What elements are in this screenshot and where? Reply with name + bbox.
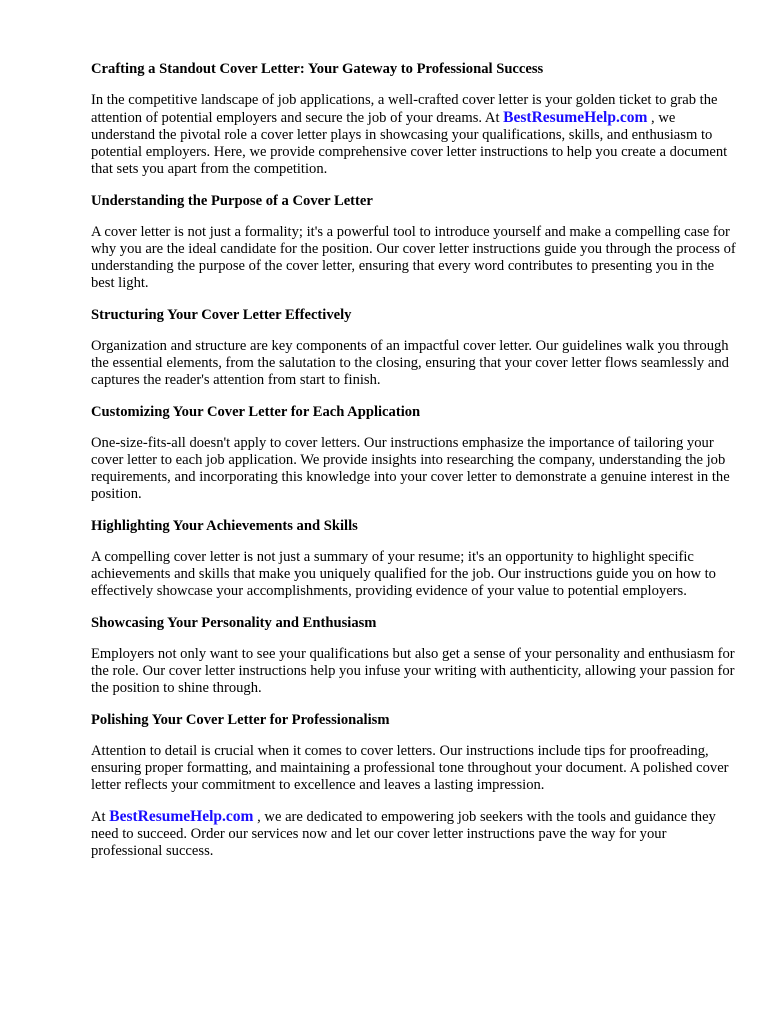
section-heading-customizing: Customizing Your Cover Letter for Each Application	[91, 404, 421, 420]
section-heading-polishing: Polishing Your Cover Letter for Professionalism	[91, 712, 390, 728]
closing-text-before: At	[91, 809, 110, 825]
closing-text-after: , we are dedicated to empowering job seekers with the tools and guidance they need to succeed. Order our services now and let our cover letter instructions pave the way for your professional success.	[91, 809, 716, 859]
document-title: Crafting a Standout Cover Letter: Your Gateway to Professional Success	[91, 61, 544, 77]
intro-text-before: In the competitive landscape of job applications, a well-crafted cover letter is your golden ticket to grab the attention of potential employers and secure the job of your dreams. At	[91, 92, 718, 126]
section-heading-personality: Showcasing Your Personality and Enthusiasm	[91, 615, 377, 631]
closing-paragraph	[91, 808, 739, 860]
section-heading-achievements: Highlighting Your Achievements and Skills	[91, 518, 358, 534]
bestresumehelp-link-closing[interactable]: BestResumeHelp.com	[109, 808, 254, 825]
section-heading-structure: Structuring Your Cover Letter Effectively	[91, 307, 352, 323]
section-paragraph-customizing: One-size-fits-all doesn't apply to cover letters. Our instructions emphasize the importance of tailoring your cover letter to each job application. We provide insights into researching the company, understanding the job requirements, and incorporating this knowledge into your cover letter to demonstrate a genuine interest in the position.	[91, 435, 730, 502]
section-paragraph-achievements: A compelling cover letter is not just a summary of your resume; it's an opportunity to highlight specific achievements and skills that make you uniquely qualified for the job. Our instructions guide you on how to effectively showcase your accomplishments, providing evidence of your value to potential employers.	[91, 549, 716, 599]
section-paragraph-purpose: A cover letter is not just a formality; it's a powerful tool to introduce yourself and make a compelling case for why you are the ideal candidate for the position. Our cover letter instructions guide you through the process of understanding the purpose of the cover letter, ensuring that every word contributes to presenting you in the best light.	[91, 224, 736, 291]
bestresumehelp-link[interactable]: BestResumeHelp.com	[503, 109, 648, 126]
section-paragraph-personality: Employers not only want to see your qualifications but also get a sense of your personality and enthusiasm for the role. Our cover letter instructions help you infuse your writing with authenticity, allowing your passion for the position to shine through.	[91, 646, 735, 696]
intro-paragraph	[91, 92, 739, 178]
section-paragraph-polishing: Attention to detail is crucial when it comes to cover letters. Our instructions include tips for proofreading, ensuring proper formatting, and maintaining a professional tone throughout your document. A polished cover letter reflects your commitment to excellence and leaves a lasting impression.	[91, 743, 729, 793]
intro-text-after: , we understand the pivotal role a cover letter plays in showcasing your qualifications, skills, and enthusiasm to potential employers. Here, we provide comprehensive cover letter instructions to help you create a document that sets you apart from the competition.	[91, 110, 728, 177]
section-paragraph-structure: Organization and structure are key components of an impactful cover letter. Our guidelines walk you through the essential elements, from the salutation to the closing, ensuring that your cover letter flows seamlessly and captures the reader's attention from start to finish.	[91, 338, 729, 388]
document-page	[91, 60, 739, 874]
section-heading-purpose: Understanding the Purpose of a Cover Letter	[91, 193, 373, 209]
